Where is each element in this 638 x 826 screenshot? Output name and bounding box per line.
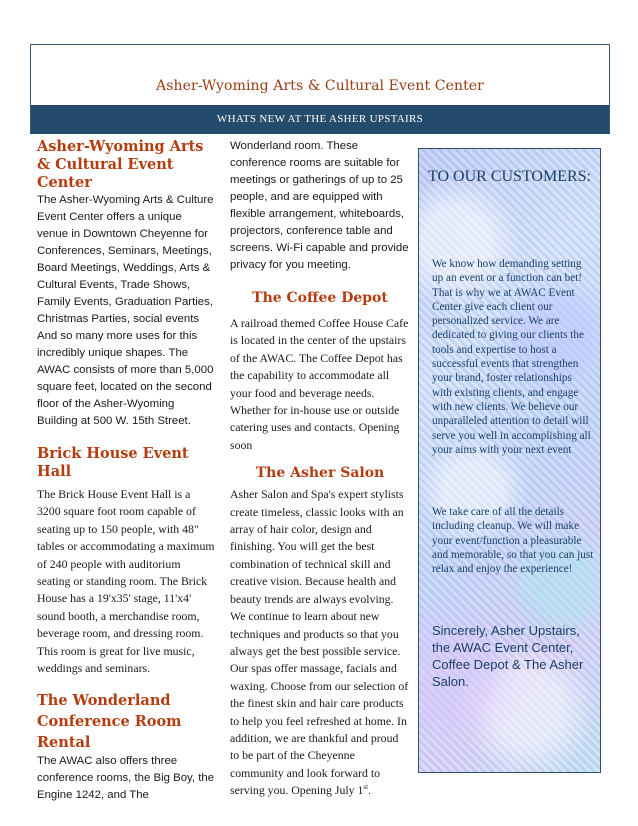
column-middle	[230, 138, 410, 800]
wonderland-text-continued: Wonderland room. These conference rooms are suitable for meetings or gatherings of up to 25 people, and are equipped with flexible arrangement, whiteboards, projectors, conference table and screens. Wi-Fi capable and provide privacy for you meeting.	[230, 140, 409, 271]
coffee-depot-heading: The Coffee Depot	[252, 290, 388, 306]
asher-salon-end: .	[368, 783, 371, 798]
intro-text: The Asher-Wyoming Arts & Culture Event Center offers a unique venue in Downtown Cheyenne for Conferences, Seminars, Meetings, Board Meetings, Weddings, Arts & Cultural Events, Trade Shows, Family Events, Graduation Parties, Christmas Parties, social events And so many more uses for this incredibly unique shapes. The AWAC consists of more than 5,000 square feet, located on the second floor of the Asher-Wyoming Building at 500 W. 15th Street.	[37, 194, 214, 427]
header-banner: WHATS NEW AT THE ASHER UPSTAIRS	[31, 105, 609, 134]
sidebar-signoff: Sincerely, Asher Upstairs, the AWAC Event Center, Coffee Depot & The Asher Salon.	[432, 623, 584, 689]
asher-salon-text	[230, 486, 410, 799]
sidebar-paragraph-2: We take care of all the details including cleanup. We will make your event/function a pleasurable and memorable, so that you can just relax and enjoy the experience!	[432, 506, 594, 576]
brick-house-text: The Brick House Event Hall is a 3200 square foot room capable of seating up to 150 people, with 48" tables or accommodating a maximum of 240 people with auditorium seating or standing room. The Brick House has a 19'x35' stage, 11'x4' sound booth, a merchandise room, beverage room, and dressing room. This room is great for live music, weddings and seminars.	[37, 487, 215, 676]
header-box	[30, 44, 610, 134]
coffee-depot-text: A railroad themed Coffee House Cafe is located in the center of the upstairs of the AWAC. The Coffee Depot has the capability to accommodate all your food and beverage needs. Whether for in-house use or outside catering uses and contacts. Opening soon	[230, 316, 409, 452]
asher-salon-heading: The Asher Salon	[255, 465, 385, 482]
page-title: Asher-Wyoming Arts & Cultural Event Center	[156, 78, 484, 94]
column-left	[37, 138, 215, 804]
wonderland-text: The AWAC also offers three conference rooms, the Big Boy, the Engine 1242, and The	[37, 755, 215, 802]
customer-message-box	[418, 148, 601, 773]
ordinal-suffix: st	[363, 783, 369, 792]
wonderland-heading: The Wonderland Conference Room Rental	[37, 692, 182, 752]
brick-house-heading: Brick House Event Hall	[37, 445, 189, 480]
intro-heading: Asher-Wyoming Arts & Cultural Event Center	[37, 138, 204, 191]
asher-salon-body: Asher Salon and Spa's expert stylists create timeless, classic looks with an array of hair color, design and finishing. You will get the best combination of technical skill and creative vision. Because health and beauty trends are always evolving. We continue to learn about new techniques and products so that you always get the best possible service. Our spas offer massage, facials and waxing. Choose from our selection of the finest skin and hair care products to help you feel refreshed at home. In addition, we are thankful and proud to be part of the Cheyenne community and look forward to serving you. Opening July 1	[230, 487, 409, 798]
sidebar-title: TO OUR CUSTOMERS:	[428, 168, 591, 185]
sidebar-paragraph-1: We know how demanding setting up an event or a function can bet! That is why we at AWAC Event Center give each client our personalized service. We are dedicated to giving our clients the tools and expertise to host a successful events that strengthen your brand, foster relationships with existing clients, and engage with new clients. We believe our unparalleled attention to detail will serve you well in accomplishing all your aims with your next event	[432, 258, 591, 456]
